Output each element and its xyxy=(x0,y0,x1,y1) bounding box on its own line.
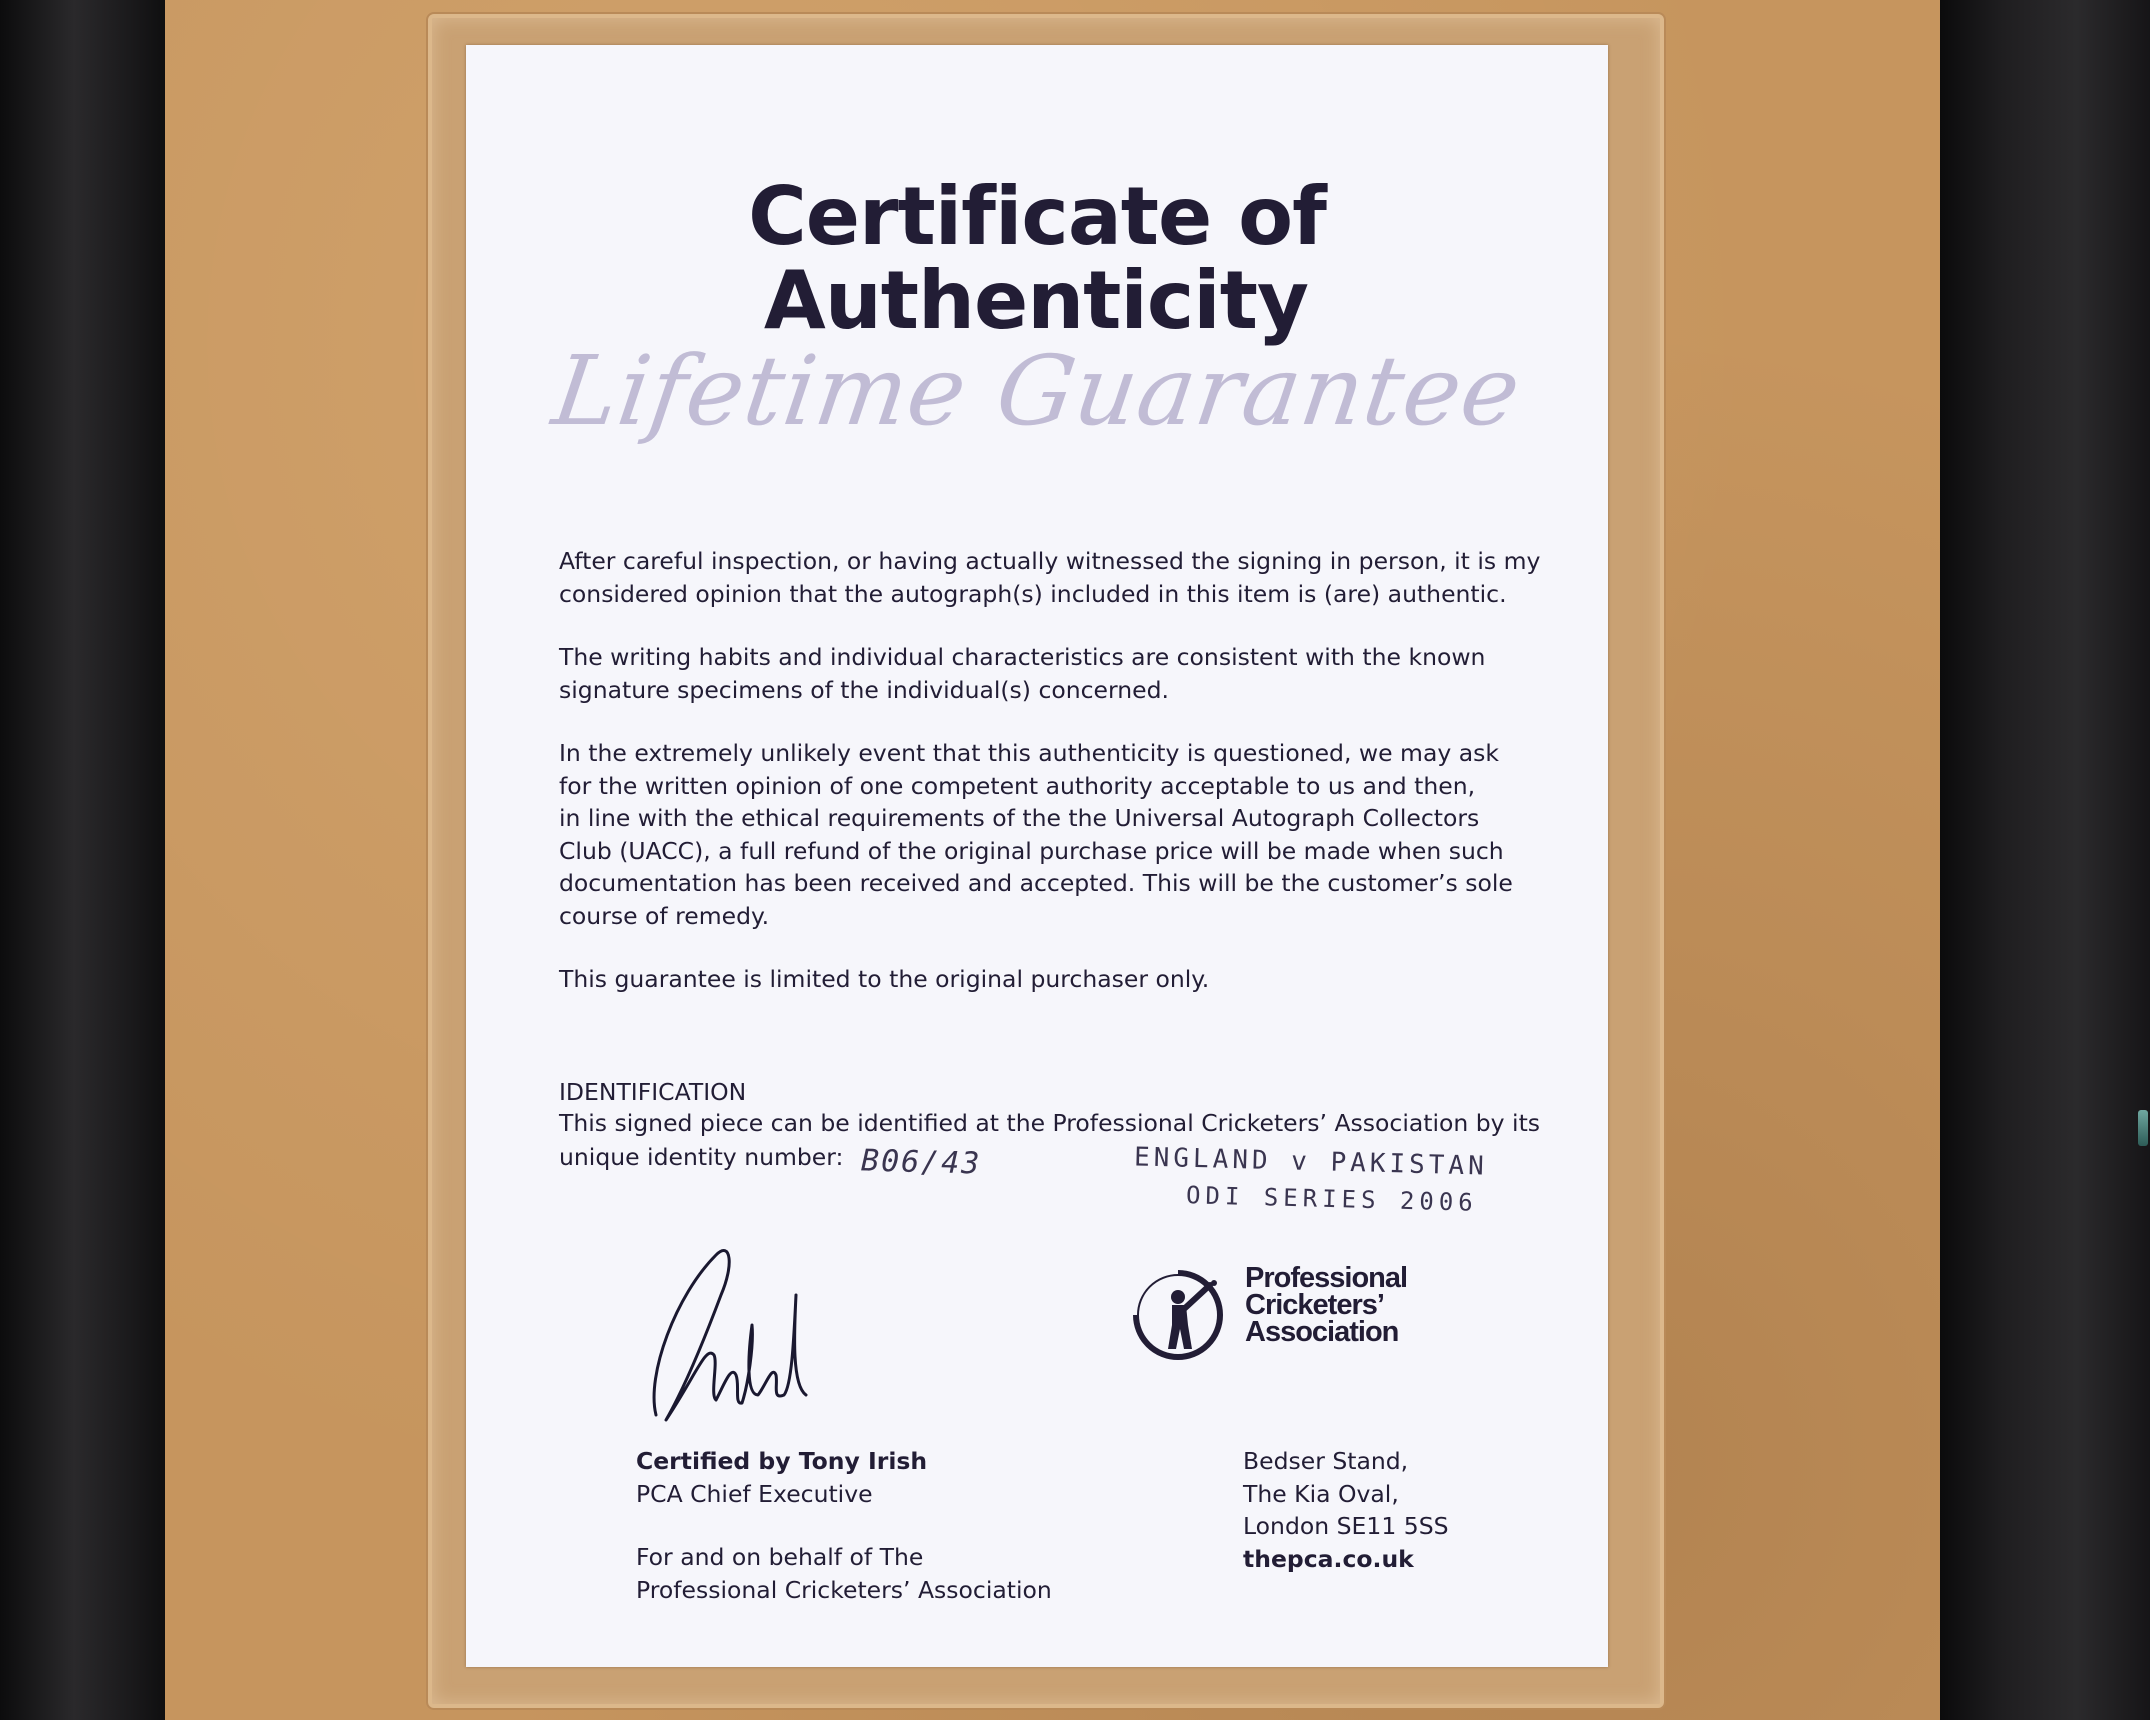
handwritten-match-note: ENGLAND v PAKISTAN xyxy=(1133,1142,1489,1182)
address-line-3: London SE11 5SS xyxy=(1243,1512,1449,1540)
address-block xyxy=(1243,1445,1449,1575)
behalf-line-2: Professional Cricketers’ Association xyxy=(636,1575,1052,1604)
identity-number-label: unique identity number: xyxy=(559,1143,844,1171)
lifetime-guarantee-script: Lifetime Guarantee xyxy=(546,335,1528,447)
pca-logo xyxy=(1130,1257,1480,1367)
logo-line-3: Association xyxy=(1245,1316,1399,1348)
identification-heading: IDENTIFICATION xyxy=(559,1078,747,1106)
handwritten-identity-number: B06/43 xyxy=(860,1143,982,1182)
paragraph-refund: In the extremely unlikely event that this authenticity is questioned, we may ask for the written opinion of one competent authority acceptable to us and then, in line with the ethical requirements of the the Universal Autograph Collectors Club (UACC), a full refund of the original purchase price will be made when such documentation has been received and accepted. This will be the customer’s sole course of remedy. xyxy=(559,739,1513,930)
title-line-2: Authenticity xyxy=(763,254,1309,347)
address-line-2: The Kia Oval, xyxy=(1243,1479,1399,1508)
signatory-block xyxy=(636,1445,1052,1606)
logo-line-1: Professional xyxy=(1245,1262,1408,1294)
pca-logo-text xyxy=(1245,1262,1408,1348)
certified-by: Certified by Tony Irish xyxy=(636,1447,928,1475)
logo-line-2: Cricketers’ xyxy=(1245,1289,1384,1321)
paragraph-inspection: After careful inspection, or having actually witnessed the signing in person, it is my considered opinion that the autograph(s) included in this item is (are) authentic. xyxy=(559,547,1541,608)
certificate-title xyxy=(466,170,1608,347)
paragraph-writing-habits: The writing habits and individual characteristics are consistent with the known signature specimens of the individual(s) concerned. xyxy=(559,643,1486,704)
pca-logo-icon xyxy=(1130,1267,1226,1363)
frame-right-edge xyxy=(1940,0,2150,1720)
website-link[interactable]: thepca.co.uk xyxy=(1243,1544,1414,1573)
certificate-card xyxy=(466,45,1608,1667)
certificate-body xyxy=(559,545,1559,1027)
address-line-1: Bedser Stand, xyxy=(1243,1447,1409,1475)
paragraph-limitation: This guarantee is limited to the original purchaser only. xyxy=(559,965,1210,993)
signatory-role: PCA Chief Executive xyxy=(636,1479,873,1508)
frame-left-edge xyxy=(0,0,165,1720)
handwritten-series-note: ODI SERIES 2006 xyxy=(1185,1181,1479,1217)
behalf-line-1: For and on behalf of The xyxy=(636,1543,924,1571)
signature-image xyxy=(636,1235,846,1435)
identification-text: This signed piece can be identified at the Professional Cricketers’ Association by its xyxy=(559,1109,1541,1137)
frame-fleck xyxy=(2138,1110,2148,1146)
title-line-1: Certificate of xyxy=(748,170,1326,263)
